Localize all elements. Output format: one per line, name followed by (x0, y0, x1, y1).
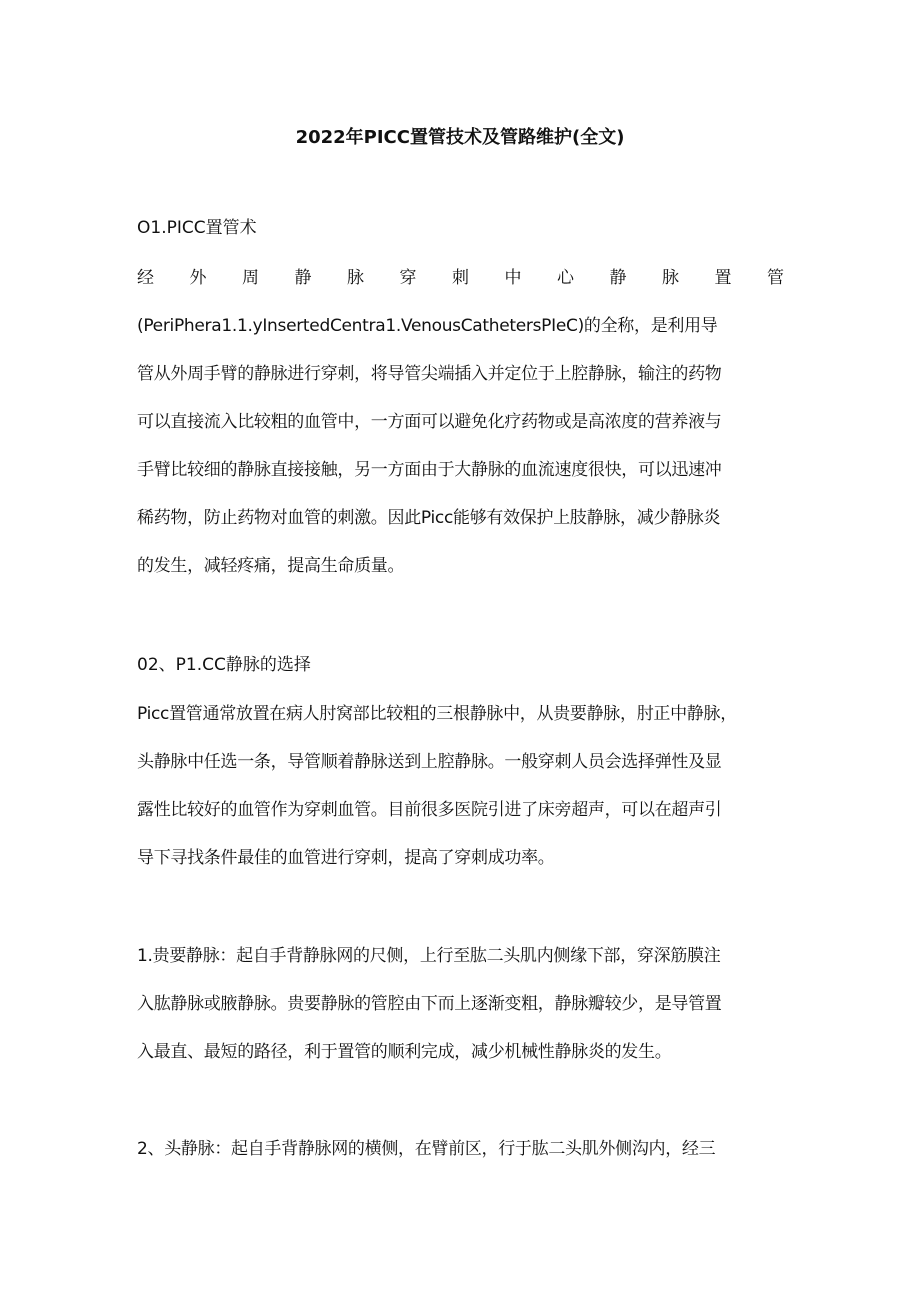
paragraph-basilic-vein (137, 932, 784, 1076)
spread-char: 脉 (347, 268, 364, 288)
spread-char: 静 (294, 268, 312, 288)
spread-char: 外 (189, 268, 207, 288)
spread-char: 静 (609, 268, 627, 288)
spread-char: 心 (557, 268, 574, 288)
section-heading-picc-procedure: O1.PICC置管术 (137, 218, 257, 238)
spread-char: 刺 (452, 268, 469, 288)
paragraph-line: 导下寻找条件最佳的血管进行穿刺，提高了穿刺成功率。 (137, 848, 555, 868)
paragraph-line: 可以直接流入比较粗的血管中，一方面可以避免化疗药物或是高浓度的营养液与 (137, 412, 722, 432)
spread-char: 中 (504, 268, 522, 288)
paragraph-line: 稀药物，防止药物对血管的刺激。因此Picc能够有效保护上肢静脉，减少静脉炎 (137, 508, 721, 528)
paragraph-line: 手臂比较细的静脉直接接触，另一方面由于大静脉的血流速度很快，可以迅速冲 (137, 460, 722, 480)
document-title: 2022年PICC置管技术及管路维护(全文) (295, 127, 625, 148)
paragraph-line: 2、头静脉：起自手背静脉网的横侧，在臂前区，行于肱二头肌外侧沟内，经三 (137, 1139, 716, 1159)
paragraph-line: 1.贵要静脉：起自手背静脉网的尺侧，上行至肱二头肌内侧缘下部，穿深筋膜注 (137, 946, 721, 966)
paragraph-line: 的发生，减轻疼痛，提高生命质量。 (137, 556, 405, 576)
section-heading-vein-selection: 02、P1.CC静脉的选择 (137, 655, 311, 675)
paragraph-line: 入最直、最短的路径，利于置管的顺利完成，减少机械性静脉炎的发生。 (137, 1042, 672, 1062)
paragraph-line: 露性比较好的血管作为穿刺血管。目前很多医院引进了床旁超声，可以在超声引 (137, 800, 722, 820)
spread-char: 脉 (662, 268, 679, 288)
paragraph-line: (PeriPhera1.1.yInsertedCentra1.VenousCathetersPIeC)的全称，是利用导 (137, 316, 718, 336)
spread-char: 管 (767, 268, 784, 288)
paragraph-line: 入肱静脉或腋静脉。贵要静脉的管腔由下而上逐渐变粗，静脉瓣较少，是导管置 (137, 994, 722, 1014)
spread-char: 周 (242, 268, 259, 288)
paragraph-picc-definition (137, 254, 784, 590)
paragraph-vein-selection (137, 690, 784, 882)
spread-char: 经 (137, 268, 154, 288)
paragraph-line: Picc置管通常放置在病人肘窝部比较粗的三根静脉中，从贵要静脉，肘正中静脉， (137, 704, 737, 724)
paragraph-line: 管从外周手臂的静脉进行穿刺，将导管尖端插入并定位于上腔静脉，输注的药物 (137, 364, 722, 384)
spread-char: 置 (714, 268, 732, 288)
spread-line (137, 254, 784, 302)
paragraph-line: 头静脉中任选一条，导管顺着静脉送到上腔静脉。一般穿刺人员会选择弹性及显 (137, 752, 722, 772)
paragraph-cephalic-vein (137, 1125, 784, 1173)
spread-char: 穿 (399, 268, 417, 288)
